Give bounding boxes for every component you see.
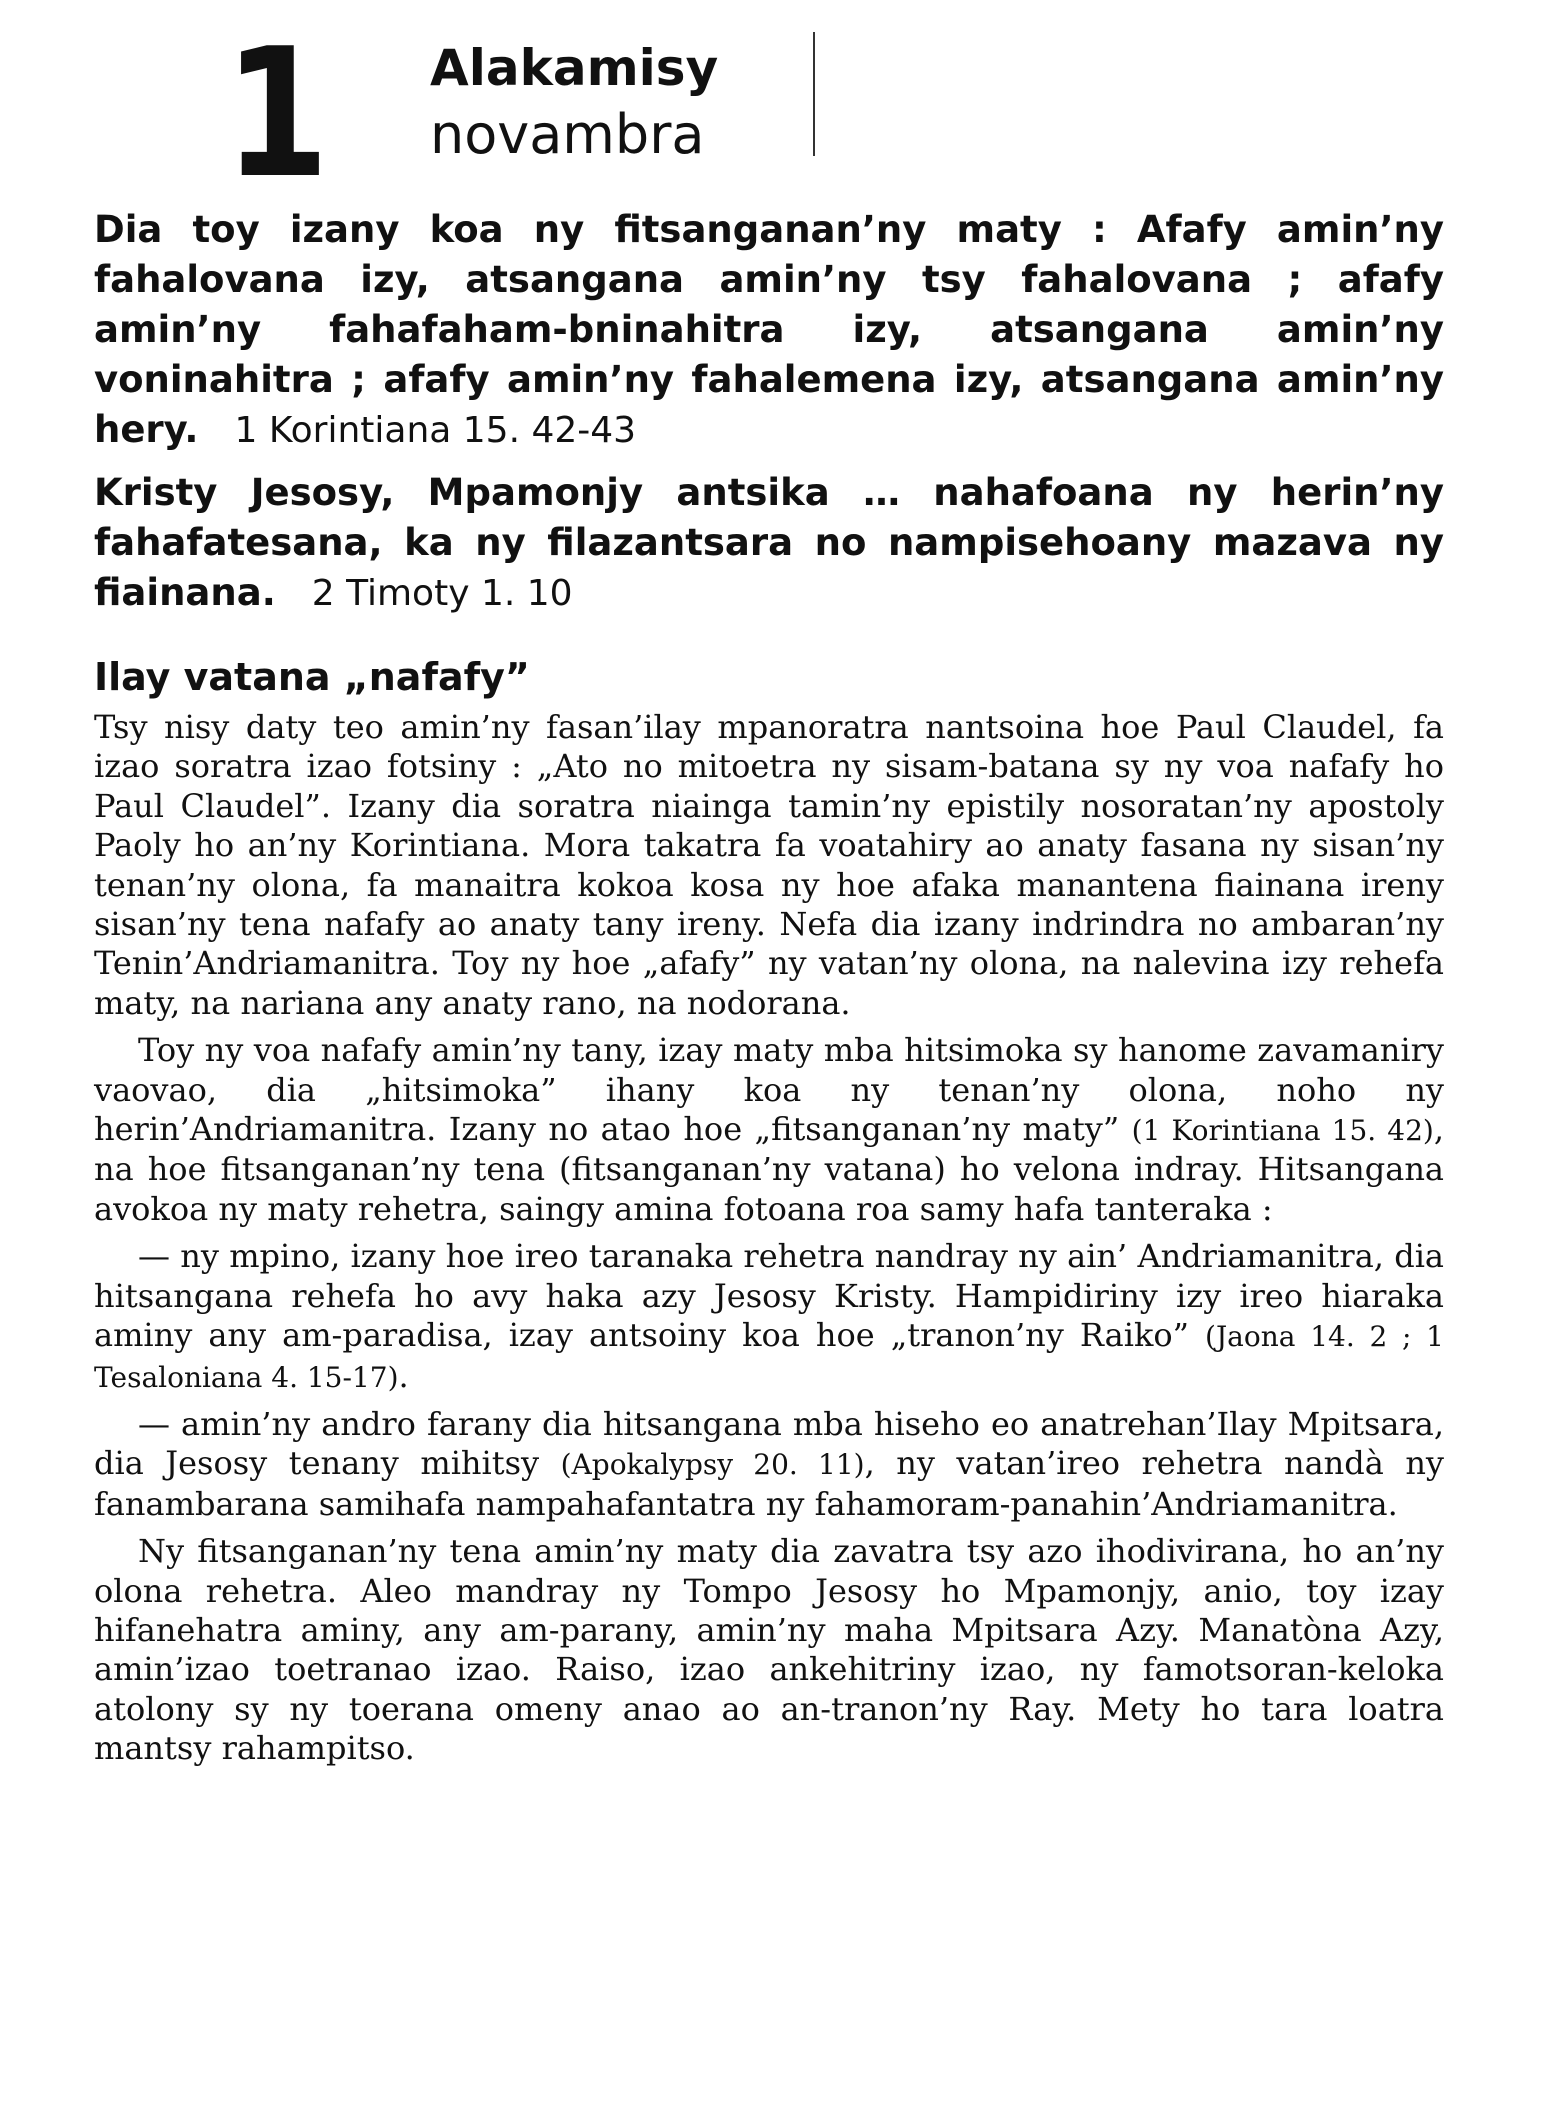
paragraph-text: — amin’ny andro farany dia hitsangana mba hiseho eo anatrehan’Ilay Mpitsara, dia Jesosy tenany mihitsy [94, 1404, 1444, 1483]
paragraph-text: Toy ny voa nafafy amin’ny tany, izay maty mba hitsimoka sy hanome zavamaniry vaovao, dia „hitsimoka” ihany koa ny tenan’ny olona, noho ny herin’Andriamanitra. Izany no atao hoe „fitsanganan’ny maty” [94, 1031, 1444, 1149]
header-divider [813, 32, 815, 156]
date-header [94, 10, 1444, 217]
paragraph [94, 1031, 1444, 1229]
scripture-reference: (1 Korintiana 15. 42) [1131, 1114, 1434, 1148]
verse-text: Dia toy izany koa ny fitsanganan’ny maty : Afafy amin’ny fahalovana izy, atsangana amin’ny tsy fahalovana ; afafy amin’ny fahafaham-bninahitra izy, atsangana amin’ny voninahitra ; afafy amin’ny fahalemena izy, atsangana amin’ny hery. [94, 208, 1444, 451]
bible-verse-1 [94, 205, 1444, 456]
article-body [94, 708, 1444, 1777]
paragraph: Tsy nisy daty teo amin’ny fasan’ilay mpanoratra nantsoina hoe Paul Claudel, fa izao soratra izao fotsiny : „Ato no mitoetra ny sisam-batana sy ny voa nafafy ho Paul Claudel”. Izany dia soratra niainga tamin’ny epistily nosoratan’ny apostoly Paoly ho an’ny Korintiana. Mora takatra fa voatahiry ao anaty fasana ny sisan’ny tenan’ny olona, fa manaitra kokoa kosa ny hoe afaka manantena fiainana ireny sisan’ny tena nafafy ao anaty tany ireny. Nefa dia izany indrindra no ambaran’ny Tenin’Andriamanitra. Toy ny hoe „afafy” ny vatan’ny olona, na nalevina izy rehefa maty, na nariana any anaty rano, na nodorana. [94, 708, 1444, 1022]
verse-text: Kristy Jesosy, Mpamonjy antsika … nahafoana ny herin’ny fahafatesana, ka ny filazantsara no nampisehoany mazava ny fiainana. [94, 471, 1444, 614]
day-number: 1 [224, 10, 326, 217]
paragraph: Ny fitsanganan’ny tena amin’ny maty dia zavatra tsy azo ihodivirana, ho an’ny olona rehetra. Aleo mandray ny Tompo Jesosy ho Mpamonjy, anio, toy izay hifanehatra aminy, any am-parany, amin’ny maha Mpitsara Azy. Manatòna Azy, amin’izao toetranao izao. Raiso, izao ankehitriny izao, ny famotsoran-keloka atolony sy ny toerana omeny anao ao an-tranon’ny Ray. Mety ho tara loatra mantsy rahampitso. [94, 1532, 1444, 1768]
paragraph-text: , na hoe fitsanganan’ny tena (fitsanganan’ny vatana) ho velona indray. Hitsangana avokoa ny maty rehetra, saingy amina fotoana roa samy hafa tanteraka : [94, 1110, 1445, 1228]
devotional-page [94, 0, 1444, 2128]
verse-reference: 1 Korintiana 15. 42-43 [234, 410, 637, 451]
article-title: Ilay vatana „nafafy” [94, 655, 530, 699]
month: novambra [430, 103, 705, 166]
paragraph-text: . [398, 1356, 409, 1395]
weekday: Alakamisy [430, 39, 719, 97]
scripture-reference: (Apokalypsy 20. 11) [560, 1448, 865, 1482]
paragraph-text: , ny vatan’ireo rehetra nandà ny fanambarana samihafa nampahafantatra ny fahamoram-panahin’Andriamanitra. [94, 1444, 1445, 1523]
scripture-reference: (Jaona 14. 2 ; 1 Tesaloniana 4. 15-17) [94, 1320, 1445, 1394]
paragraph-text: — ny mpino, izany hoe ireo taranaka rehetra nandray ny ain’ Andriamanitra, dia hitsangana rehefa ho avy haka azy Jesosy Kristy. Hampidiriny izy ireo hiaraka aminy any am-paradisa, izay antsoiny koa hoe „tranon’ny Raiko” [94, 1237, 1444, 1355]
bible-verse-2 [94, 468, 1444, 619]
paragraph [94, 1237, 1444, 1397]
verse-reference: 2 Timoty 1. 10 [311, 573, 573, 614]
paragraph [94, 1405, 1444, 1524]
